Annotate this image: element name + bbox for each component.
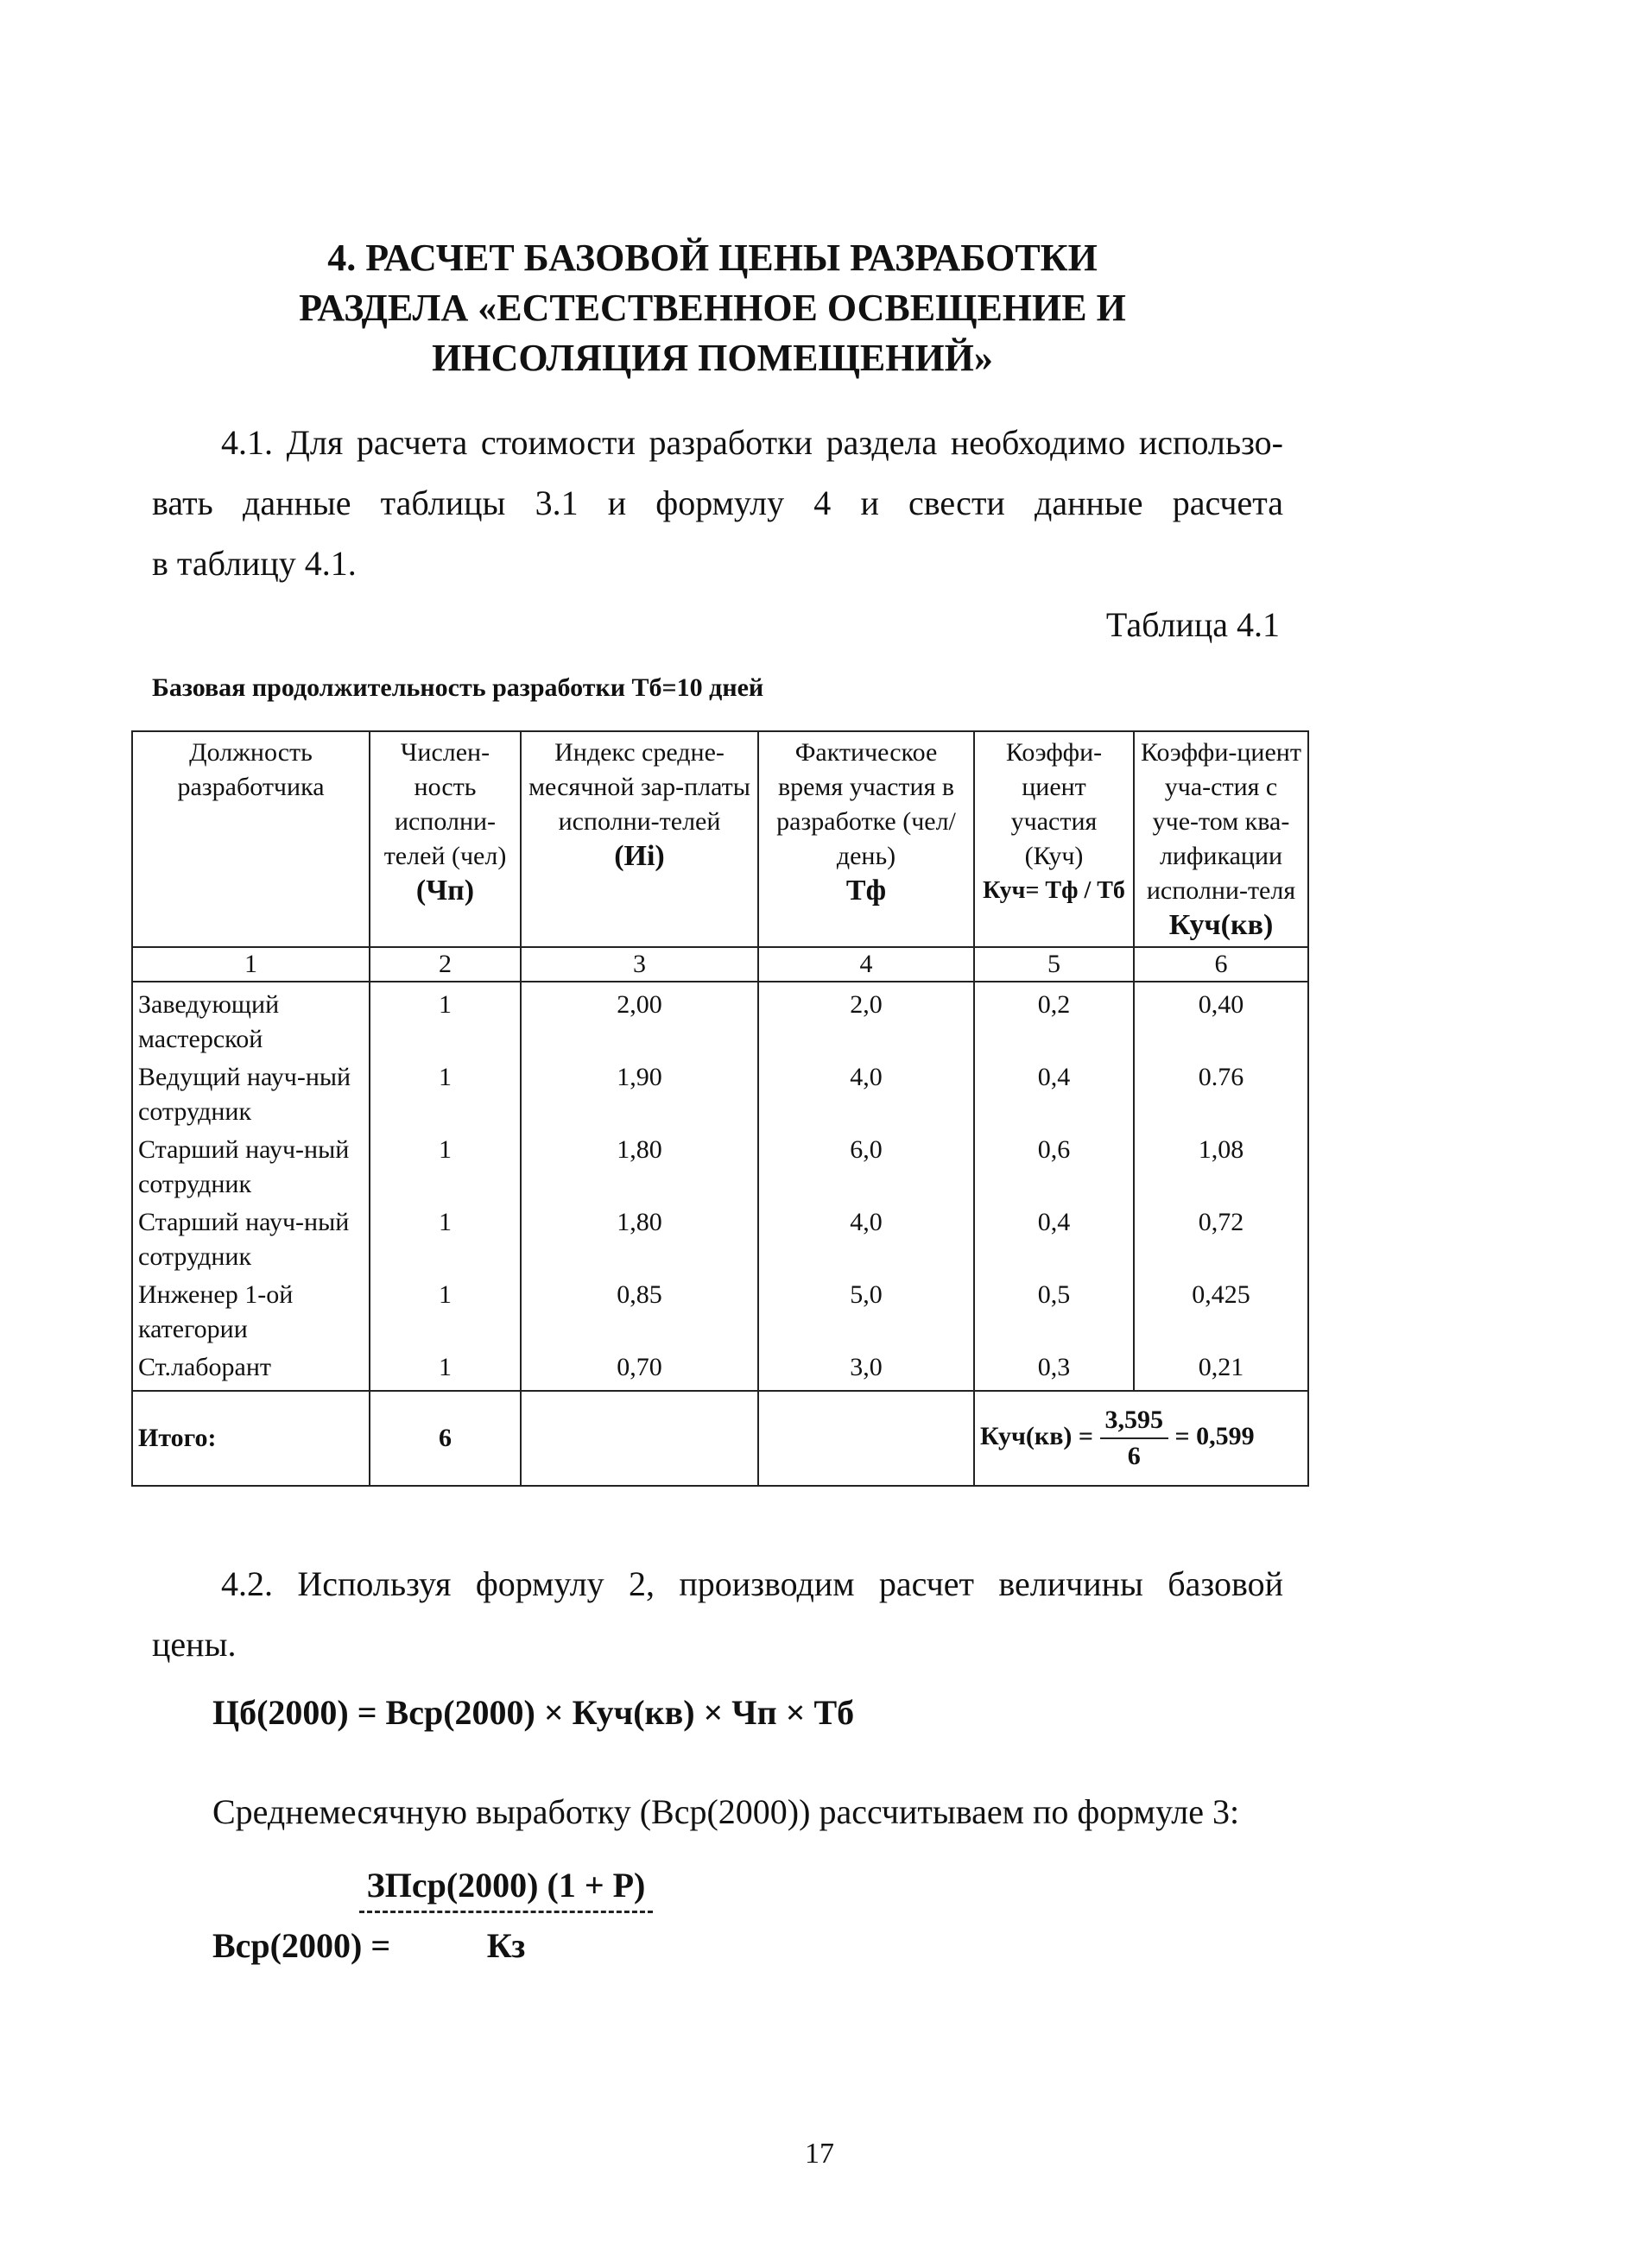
header-cell [370, 731, 521, 947]
salary-index-cell: 1,80 [521, 1131, 758, 1203]
paragraph-4-1-line-1: 4.1. Для расчета стоимости разработки раздела необходимо использо- [221, 423, 1283, 462]
total-fraction [1100, 1403, 1169, 1474]
column-number: 4 [758, 947, 974, 982]
header-text: Числен-ность исполни-телей (чел) [383, 738, 507, 870]
paragraph-4-1-line-3: в таблицу 4.1. [152, 544, 357, 583]
header-symbol: Куч(кв) [1168, 909, 1274, 941]
header-text: Фактическое время участия в разработке (чел/день) [776, 738, 956, 870]
table-label: Таблица 4.1 [1105, 605, 1280, 644]
total-result: = 0,599 [1174, 1421, 1255, 1450]
column-number: 3 [521, 947, 758, 982]
position-cell: Ст.лаборант [132, 1349, 370, 1391]
salary-index-cell: 1,80 [521, 1203, 758, 1276]
paragraph-4-2-line-1: 4.2. Используя формулу 2, производим расчет величины базовой [221, 1564, 1283, 1603]
column-number: 1 [132, 947, 370, 982]
heading-line-3: ИНСОЛЯЦИЯ ПОМЕЩЕНИЙ» [432, 337, 993, 379]
base-price-formula: Цб(2000) = Вср(2000) × Куч(кв) × Чп × Тб [212, 1693, 855, 1732]
participation-cell: 0,6 [974, 1131, 1134, 1203]
column-number: 2 [370, 947, 521, 982]
table-header-row [132, 731, 1308, 947]
time-cell: 4,0 [758, 1058, 974, 1131]
time-cell: 3,0 [758, 1349, 974, 1391]
header-cell [521, 731, 758, 947]
heading-line-1: 4. РАСЧЕТ БАЗОВОЙ ЦЕНЫ РАЗРАБОТКИ [327, 237, 1098, 279]
column-number: 5 [974, 947, 1134, 982]
count-cell: 1 [370, 1131, 521, 1203]
total-k-symbol: Куч(кв) = [980, 1421, 1093, 1450]
position-cell: Ведущий науч-ный сотрудник [132, 1058, 370, 1131]
formula-lhs: Вср(2000) = [212, 1926, 391, 1965]
table-row [132, 982, 1308, 1058]
avg-output-paragraph: Среднемесячную выработку (Вср(2000)) рассчитываем по формуле 3: [212, 1792, 1240, 1831]
table-row [132, 1058, 1308, 1131]
header-text: Коэффи-циент уча-стия с уче-том ква-лификации исполни-теля [1141, 738, 1301, 905]
header-cell [758, 731, 974, 947]
total-row [132, 1391, 1308, 1486]
table-caption: Базовая продолжительность разработки Тб=10 дней [152, 673, 764, 702]
header-symbol: Куч= Тф / Тб [983, 877, 1125, 904]
qualified-participation-cell: 0.76 [1134, 1058, 1308, 1131]
participation-cell: 0,3 [974, 1349, 1134, 1391]
heading-line-2: РАЗДЕЛА «ЕСТЕСТВЕННОЕ ОСВЕЩЕНИЕ И [299, 287, 1126, 329]
header-symbol: (Чп) [415, 875, 475, 907]
header-text: Должность разработчика [177, 738, 325, 801]
position-cell: Старший науч-ный сотрудник [132, 1131, 370, 1203]
column-number-row [132, 947, 1308, 982]
qualified-participation-cell: 0,21 [1134, 1349, 1308, 1391]
participation-cell: 0,2 [974, 982, 1134, 1058]
cost-table [131, 730, 1309, 1487]
time-cell: 5,0 [758, 1276, 974, 1349]
time-cell: 4,0 [758, 1203, 974, 1276]
qualified-participation-cell: 0,72 [1134, 1203, 1308, 1276]
count-cell: 1 [370, 1276, 521, 1349]
participation-cell: 0,4 [974, 1058, 1134, 1131]
time-cell: 6,0 [758, 1131, 974, 1203]
total-label: Итого: [132, 1391, 370, 1486]
formula-numerator: ЗПср(2000) (1 + Р) [359, 1865, 653, 1913]
total-numerator: 3,595 [1100, 1403, 1169, 1439]
time-cell: 2,0 [758, 982, 974, 1058]
salary-index-cell: 0,70 [521, 1349, 758, 1391]
count-cell: 1 [370, 1058, 521, 1131]
position-cell: Заведующий мастерской [132, 982, 370, 1058]
header-cell [974, 731, 1134, 947]
total-denominator: 6 [1127, 1442, 1141, 1470]
header-cell [1134, 731, 1308, 947]
paragraph-4-2 [152, 1554, 1283, 1675]
total-coefficient [974, 1391, 1308, 1486]
qualified-participation-cell: 0,40 [1134, 982, 1308, 1058]
count-cell: 1 [370, 982, 521, 1058]
header-symbol: Тф [845, 875, 887, 907]
table-row [132, 1203, 1308, 1276]
header-symbol: (Иi) [614, 840, 665, 872]
count-cell: 1 [370, 1349, 521, 1391]
participation-cell: 0,5 [974, 1276, 1134, 1349]
position-cell: Старший науч-ный сотрудник [132, 1203, 370, 1276]
position-cell: Инженер 1-ой категории [132, 1276, 370, 1349]
page-number: 17 [805, 2138, 834, 2170]
header-cell [132, 731, 370, 947]
header-text: Индекс средне-месячной зар-платы исполни-телей [528, 738, 750, 836]
salary-index-cell: 0,85 [521, 1276, 758, 1349]
empty-cell [521, 1391, 758, 1486]
paragraph-4-1 [152, 413, 1283, 594]
salary-index-cell: 1,90 [521, 1058, 758, 1131]
paragraph-4-1-line-2: вать данные таблицы 3.1 и формулу 4 и свести данные расчета [152, 483, 1283, 522]
formula-denominator: Кз [486, 1926, 526, 1965]
total-count: 6 [370, 1391, 521, 1486]
qualified-participation-cell: 1,08 [1134, 1131, 1308, 1203]
column-number: 6 [1134, 947, 1308, 982]
salary-index-cell: 2,00 [521, 982, 758, 1058]
paragraph-4-2-line-2: цены. [152, 1625, 237, 1664]
table-row [132, 1349, 1308, 1391]
formula-fraction [359, 1865, 653, 1966]
table-row [132, 1131, 1308, 1203]
qualified-participation-cell: 0,425 [1134, 1276, 1308, 1349]
table-row [132, 1276, 1308, 1349]
section-heading [259, 233, 1166, 383]
participation-cell: 0,4 [974, 1203, 1134, 1276]
header-text: Коэффи-циент участия (Куч) [1005, 738, 1103, 870]
count-cell: 1 [370, 1203, 521, 1276]
empty-cell [758, 1391, 974, 1486]
